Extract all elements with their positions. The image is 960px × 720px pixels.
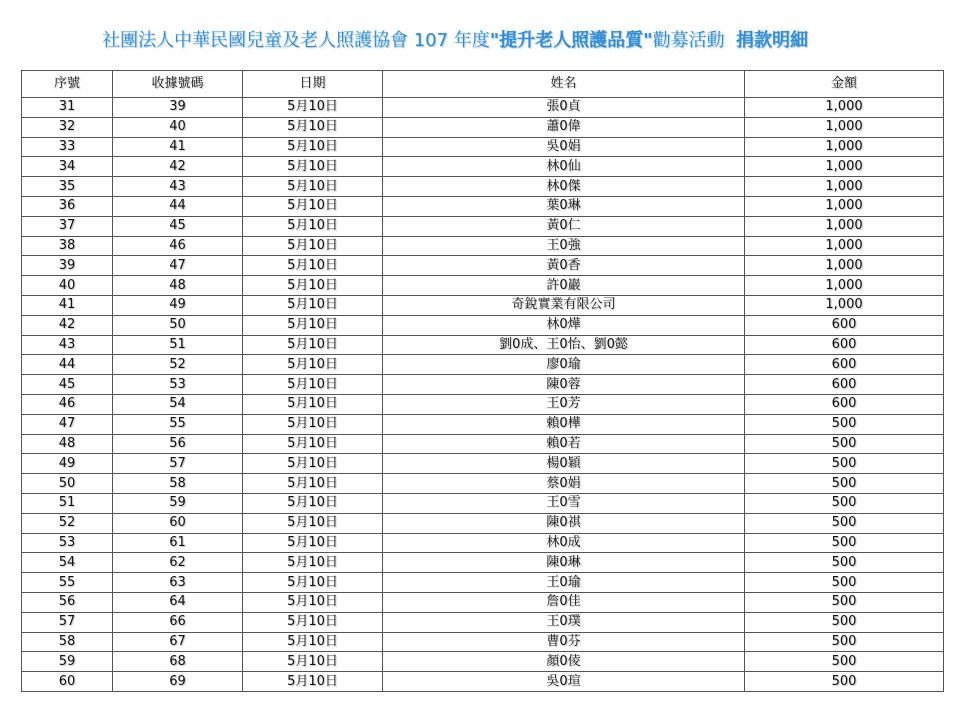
cell-seq: 54 <box>22 553 113 573</box>
cell-seq: 58 <box>22 632 113 652</box>
cell-amount: 500 <box>745 553 944 573</box>
cell-receipt: 61 <box>113 533 243 553</box>
cell-name: 楊0穎 <box>383 454 745 474</box>
header-receipt: 收據號碼 <box>113 71 243 98</box>
title-suffix-bold: 捐款明細 <box>736 30 809 51</box>
cell-seq: 51 <box>22 493 113 513</box>
table-row <box>22 573 944 593</box>
cell-amount: 500 <box>745 612 944 632</box>
cell-name: 林0燁 <box>383 315 745 335</box>
cell-date: 5月10日 <box>243 236 383 256</box>
cell-name: 王0強 <box>383 236 745 256</box>
cell-receipt: 39 <box>113 98 243 118</box>
cell-name: 廖0瑜 <box>383 355 745 375</box>
header-seq: 序號 <box>22 71 113 98</box>
cell-seq: 32 <box>22 117 113 137</box>
cell-date: 5月10日 <box>243 672 383 692</box>
table-row <box>22 98 944 118</box>
cell-receipt: 57 <box>113 454 243 474</box>
cell-amount: 500 <box>745 533 944 553</box>
table-row <box>22 137 944 157</box>
cell-seq: 60 <box>22 672 113 692</box>
table-row <box>22 474 944 494</box>
cell-seq: 46 <box>22 394 113 414</box>
table-row <box>22 177 944 197</box>
cell-seq: 44 <box>22 355 113 375</box>
cell-seq: 42 <box>22 315 113 335</box>
cell-receipt: 53 <box>113 375 243 395</box>
cell-date: 5月10日 <box>243 573 383 593</box>
cell-date: 5月10日 <box>243 216 383 236</box>
table-row <box>22 196 944 216</box>
cell-seq: 59 <box>22 652 113 672</box>
cell-seq: 49 <box>22 454 113 474</box>
cell-date: 5月10日 <box>243 315 383 335</box>
title-suffix-plain: 勸募活動 <box>652 30 725 51</box>
cell-date: 5月10日 <box>243 513 383 533</box>
cell-seq: 35 <box>22 177 113 197</box>
cell-receipt: 55 <box>113 414 243 434</box>
cell-amount: 1,000 <box>745 216 944 236</box>
table-row <box>22 592 944 612</box>
table-row <box>22 216 944 236</box>
cell-amount: 600 <box>745 375 944 395</box>
cell-name: 吳0娟 <box>383 137 745 157</box>
cell-amount: 1,000 <box>745 137 944 157</box>
cell-amount: 500 <box>745 434 944 454</box>
cell-date: 5月10日 <box>243 533 383 553</box>
cell-date: 5月10日 <box>243 137 383 157</box>
cell-date: 5月10日 <box>243 474 383 494</box>
cell-name: 曹0芬 <box>383 632 745 652</box>
cell-seq: 48 <box>22 434 113 454</box>
table-row <box>22 652 944 672</box>
table-row <box>22 553 944 573</box>
cell-receipt: 47 <box>113 256 243 276</box>
table-row <box>22 454 944 474</box>
cell-name: 賴0樺 <box>383 414 745 434</box>
cell-receipt: 56 <box>113 434 243 454</box>
cell-date: 5月10日 <box>243 375 383 395</box>
table-row <box>22 414 944 434</box>
cell-receipt: 50 <box>113 315 243 335</box>
header-name: 姓名 <box>383 71 745 98</box>
table-row <box>22 295 944 315</box>
cell-amount: 600 <box>745 335 944 355</box>
cell-name: 蔡0娟 <box>383 474 745 494</box>
cell-amount: 500 <box>745 632 944 652</box>
cell-seq: 31 <box>22 98 113 118</box>
cell-amount: 500 <box>745 414 944 434</box>
table-body <box>22 98 944 692</box>
title-prefix: 社團法人中華民國兒童及老人照護協會 107 年度 <box>101 30 490 51</box>
cell-amount: 1,000 <box>745 157 944 177</box>
cell-amount: 500 <box>745 454 944 474</box>
cell-date: 5月10日 <box>243 295 383 315</box>
cell-name: 陳0祺 <box>383 513 745 533</box>
cell-amount: 600 <box>745 315 944 335</box>
cell-receipt: 64 <box>113 592 243 612</box>
table-row <box>22 533 944 553</box>
table-row <box>22 355 944 375</box>
cell-seq: 39 <box>22 256 113 276</box>
cell-seq: 53 <box>22 533 113 553</box>
cell-date: 5月10日 <box>243 196 383 216</box>
cell-date: 5月10日 <box>243 98 383 118</box>
cell-name: 王0璞 <box>383 612 745 632</box>
cell-seq: 45 <box>22 375 113 395</box>
cell-date: 5月10日 <box>243 652 383 672</box>
cell-seq: 34 <box>22 157 113 177</box>
cell-seq: 57 <box>22 612 113 632</box>
cell-amount: 1,000 <box>745 236 944 256</box>
cell-receipt: 46 <box>113 236 243 256</box>
cell-amount: 1,000 <box>745 98 944 118</box>
table-row <box>22 315 944 335</box>
cell-name: 葉0琳 <box>383 196 745 216</box>
cell-seq: 37 <box>22 216 113 236</box>
cell-date: 5月10日 <box>243 117 383 137</box>
cell-date: 5月10日 <box>243 612 383 632</box>
cell-amount: 600 <box>745 355 944 375</box>
cell-date: 5月10日 <box>243 553 383 573</box>
cell-receipt: 43 <box>113 177 243 197</box>
cell-seq: 43 <box>22 335 113 355</box>
cell-receipt: 45 <box>113 216 243 236</box>
cell-name: 詹0佳 <box>383 592 745 612</box>
page-title <box>0 26 910 52</box>
cell-date: 5月10日 <box>243 335 383 355</box>
cell-date: 5月10日 <box>243 394 383 414</box>
cell-amount: 500 <box>745 672 944 692</box>
table-row <box>22 612 944 632</box>
cell-receipt: 41 <box>113 137 243 157</box>
cell-date: 5月10日 <box>243 256 383 276</box>
cell-amount: 1,000 <box>745 256 944 276</box>
cell-seq: 33 <box>22 137 113 157</box>
cell-name: 賴0若 <box>383 434 745 454</box>
cell-name: 林0成 <box>383 533 745 553</box>
table-row <box>22 632 944 652</box>
cell-name: 張0貞 <box>383 98 745 118</box>
cell-receipt: 40 <box>113 117 243 137</box>
table-row <box>22 157 944 177</box>
table-row <box>22 375 944 395</box>
cell-name: 奇銳實業有限公司 <box>383 295 745 315</box>
cell-amount: 600 <box>745 394 944 414</box>
cell-seq: 38 <box>22 236 113 256</box>
cell-name: 陳0蓉 <box>383 375 745 395</box>
cell-receipt: 68 <box>113 652 243 672</box>
cell-amount: 500 <box>745 573 944 593</box>
table-row <box>22 256 944 276</box>
header-amount: 金額 <box>745 71 944 98</box>
cell-amount: 1,000 <box>745 117 944 137</box>
cell-receipt: 66 <box>113 612 243 632</box>
cell-amount: 1,000 <box>745 276 944 296</box>
cell-name: 許0巖 <box>383 276 745 296</box>
cell-name: 劉0成、王0怡、劉0懿 <box>383 335 745 355</box>
table-row <box>22 434 944 454</box>
cell-amount: 500 <box>745 652 944 672</box>
cell-date: 5月10日 <box>243 414 383 434</box>
cell-seq: 40 <box>22 276 113 296</box>
cell-name: 蕭0偉 <box>383 117 745 137</box>
cell-name: 王0雪 <box>383 493 745 513</box>
title-campaign: "提升老人照護品質" <box>489 30 653 51</box>
cell-date: 5月10日 <box>243 177 383 197</box>
cell-name: 吳0瑄 <box>383 672 745 692</box>
table-row <box>22 513 944 533</box>
cell-seq: 56 <box>22 592 113 612</box>
table-row <box>22 335 944 355</box>
cell-seq: 55 <box>22 573 113 593</box>
cell-date: 5月10日 <box>243 592 383 612</box>
cell-amount: 1,000 <box>745 196 944 216</box>
cell-receipt: 60 <box>113 513 243 533</box>
cell-name: 黃0香 <box>383 256 745 276</box>
cell-receipt: 54 <box>113 394 243 414</box>
cell-receipt: 49 <box>113 295 243 315</box>
table-row <box>22 672 944 692</box>
cell-date: 5月10日 <box>243 454 383 474</box>
cell-name: 陳0琳 <box>383 553 745 573</box>
cell-receipt: 62 <box>113 553 243 573</box>
header-date: 日期 <box>243 71 383 98</box>
cell-name: 王0瑜 <box>383 573 745 593</box>
cell-name: 黃0仁 <box>383 216 745 236</box>
cell-receipt: 52 <box>113 355 243 375</box>
cell-date: 5月10日 <box>243 276 383 296</box>
cell-seq: 52 <box>22 513 113 533</box>
cell-seq: 47 <box>22 414 113 434</box>
cell-receipt: 69 <box>113 672 243 692</box>
cell-date: 5月10日 <box>243 632 383 652</box>
cell-date: 5月10日 <box>243 493 383 513</box>
cell-amount: 500 <box>745 592 944 612</box>
cell-amount: 500 <box>745 513 944 533</box>
cell-receipt: 51 <box>113 335 243 355</box>
table-row <box>22 394 944 414</box>
donation-table <box>21 70 944 692</box>
cell-receipt: 67 <box>113 632 243 652</box>
cell-receipt: 42 <box>113 157 243 177</box>
table-row <box>22 276 944 296</box>
cell-amount: 1,000 <box>745 177 944 197</box>
cell-seq: 36 <box>22 196 113 216</box>
table-header-row <box>22 71 944 98</box>
cell-date: 5月10日 <box>243 434 383 454</box>
cell-receipt: 44 <box>113 196 243 216</box>
cell-amount: 500 <box>745 474 944 494</box>
cell-amount: 1,000 <box>745 295 944 315</box>
cell-date: 5月10日 <box>243 355 383 375</box>
cell-amount: 500 <box>745 493 944 513</box>
cell-receipt: 63 <box>113 573 243 593</box>
table-row <box>22 117 944 137</box>
cell-name: 王0芳 <box>383 394 745 414</box>
cell-name: 林0傑 <box>383 177 745 197</box>
cell-seq: 41 <box>22 295 113 315</box>
cell-name: 顏0倰 <box>383 652 745 672</box>
cell-date: 5月10日 <box>243 157 383 177</box>
cell-receipt: 58 <box>113 474 243 494</box>
cell-seq: 50 <box>22 474 113 494</box>
cell-receipt: 59 <box>113 493 243 513</box>
cell-receipt: 48 <box>113 276 243 296</box>
table-row <box>22 493 944 513</box>
table-row <box>22 236 944 256</box>
cell-name: 林0仙 <box>383 157 745 177</box>
